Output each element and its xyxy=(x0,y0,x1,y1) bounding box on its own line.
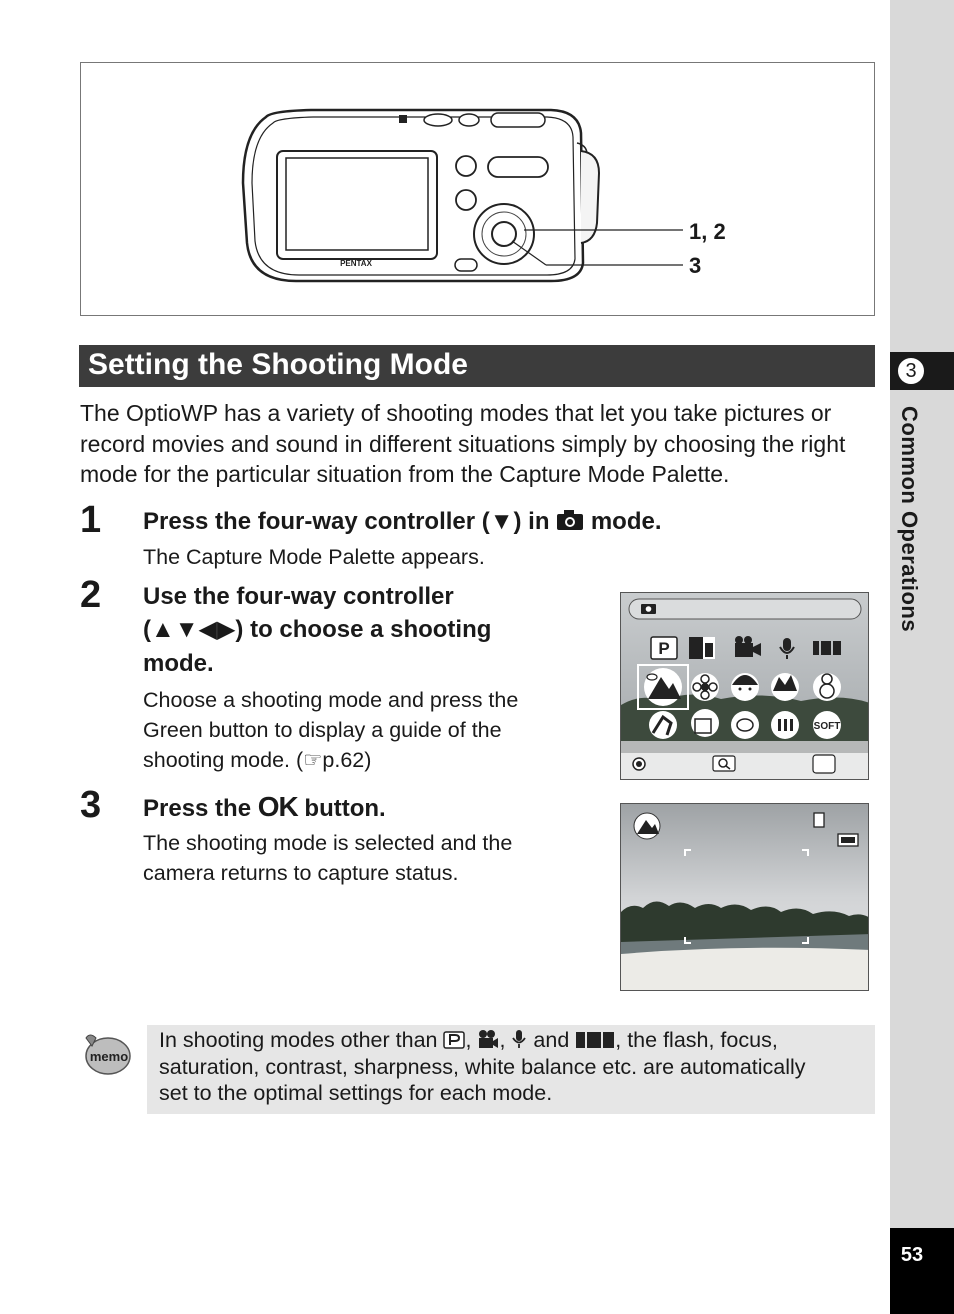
step-2-title-line-3: mode. xyxy=(143,650,214,677)
voice-mode-icon xyxy=(511,1029,527,1049)
section-heading: Setting the Shooting Mode xyxy=(88,348,468,381)
memo-text xyxy=(159,1027,869,1107)
ok-key-icon[interactable] xyxy=(813,755,835,773)
chapter-number: 3 xyxy=(896,356,926,386)
chapter-title: Common Operations xyxy=(897,406,922,633)
step-3-body-line-2: camera returns to capture status. xyxy=(143,861,459,885)
program-mode-icon xyxy=(443,1031,465,1049)
step-2-body-line-1: Choose a shooting mode and press the xyxy=(143,688,519,712)
palette-program-mode[interactable]: P xyxy=(658,639,670,658)
soft-icon[interactable] xyxy=(813,711,841,739)
palette-camera-icon xyxy=(641,604,656,614)
memo-comma-2: , xyxy=(499,1028,506,1052)
step-1-title xyxy=(143,505,662,538)
panorama-mode-icon xyxy=(575,1031,615,1049)
memory-card-icon xyxy=(814,813,824,827)
memo-text-start: In shooting modes other than xyxy=(159,1028,438,1052)
step-3-title xyxy=(143,790,386,825)
callout-label-3: 3 xyxy=(689,253,702,278)
candlelight-icon[interactable] xyxy=(771,711,799,739)
step-2-body-line-3: shooting mode. (☞p.62) xyxy=(143,748,372,772)
step-3-number: 3 xyxy=(80,784,102,826)
movie-mode-icon xyxy=(477,1029,499,1049)
zoom-guide-icon[interactable] xyxy=(713,756,735,771)
memo-icon-label: memo xyxy=(89,1049,129,1064)
step-3-title-end: button. xyxy=(304,795,386,822)
battery-icon xyxy=(838,834,858,846)
step-2-title-line-2: (▲▼◀▶) to choose a shooting xyxy=(143,616,492,643)
capture-status-screen xyxy=(620,803,869,991)
portrait-icon[interactable] xyxy=(731,673,759,701)
camera-back-illustration xyxy=(81,63,876,317)
ok-button-label: OK xyxy=(257,791,298,822)
capture-mode-palette-screen xyxy=(620,592,869,780)
memo-text-line-3: set to the optimal settings for each mode. xyxy=(159,1081,553,1105)
landscape-mode-indicator-icon xyxy=(634,813,660,839)
page-number-box xyxy=(890,1228,954,1314)
night-portrait-icon[interactable] xyxy=(689,637,715,659)
step-2-number: 2 xyxy=(80,574,102,616)
marine-icon[interactable] xyxy=(771,673,799,701)
sport-icon[interactable] xyxy=(649,711,677,739)
frame-composite-icon[interactable] xyxy=(691,709,719,737)
step-1-title-text: Press the four-way controller (▼) in xyxy=(143,508,550,535)
step-3-body-line-1: The shooting mode is selected and the xyxy=(143,831,513,855)
step-1-title-end: mode. xyxy=(590,508,662,535)
soft-label: SOFT xyxy=(813,721,841,732)
flower-icon[interactable] xyxy=(691,673,719,701)
callout-label-1-2: 1, 2 xyxy=(689,219,726,244)
panorama-icon[interactable] xyxy=(813,641,841,655)
memo-icon xyxy=(80,1030,132,1078)
memo-text-end-line-1: , the flash, focus, xyxy=(615,1028,778,1052)
memo-text-line-2: saturation, contrast, sharpness, white balance etc. are automatically xyxy=(159,1054,806,1079)
landscape-icon[interactable] xyxy=(644,668,682,706)
pet-icon[interactable] xyxy=(731,711,759,739)
snow-icon[interactable] xyxy=(813,673,841,701)
capture-mode-palette xyxy=(621,593,869,780)
record-dot-icon xyxy=(633,758,645,770)
camera-mode-icon xyxy=(556,509,584,531)
step-1-number: 1 xyxy=(80,499,102,541)
memo-and: and xyxy=(533,1028,570,1052)
capture-status-view xyxy=(621,804,869,991)
step-2-title-line-1: Use the four-way controller xyxy=(143,583,454,610)
brand-label: PENTAX xyxy=(340,259,372,268)
step-2-body-line-2: Green button to display a guide of the xyxy=(143,718,502,742)
step-3-title-text: Press the xyxy=(143,795,252,822)
page-number: 53 xyxy=(900,1244,924,1266)
step-1-body: The Capture Mode Palette appears. xyxy=(143,545,485,569)
camera-figure xyxy=(80,62,875,316)
intro-paragraph: The OptioWP has a variety of shooting modes that let you take pictures or record movies and sound in different situations simply by choosing the right mode for the particular situation from the Capture Mode Palette. xyxy=(80,400,846,487)
memo-comma-1: , xyxy=(465,1028,472,1052)
